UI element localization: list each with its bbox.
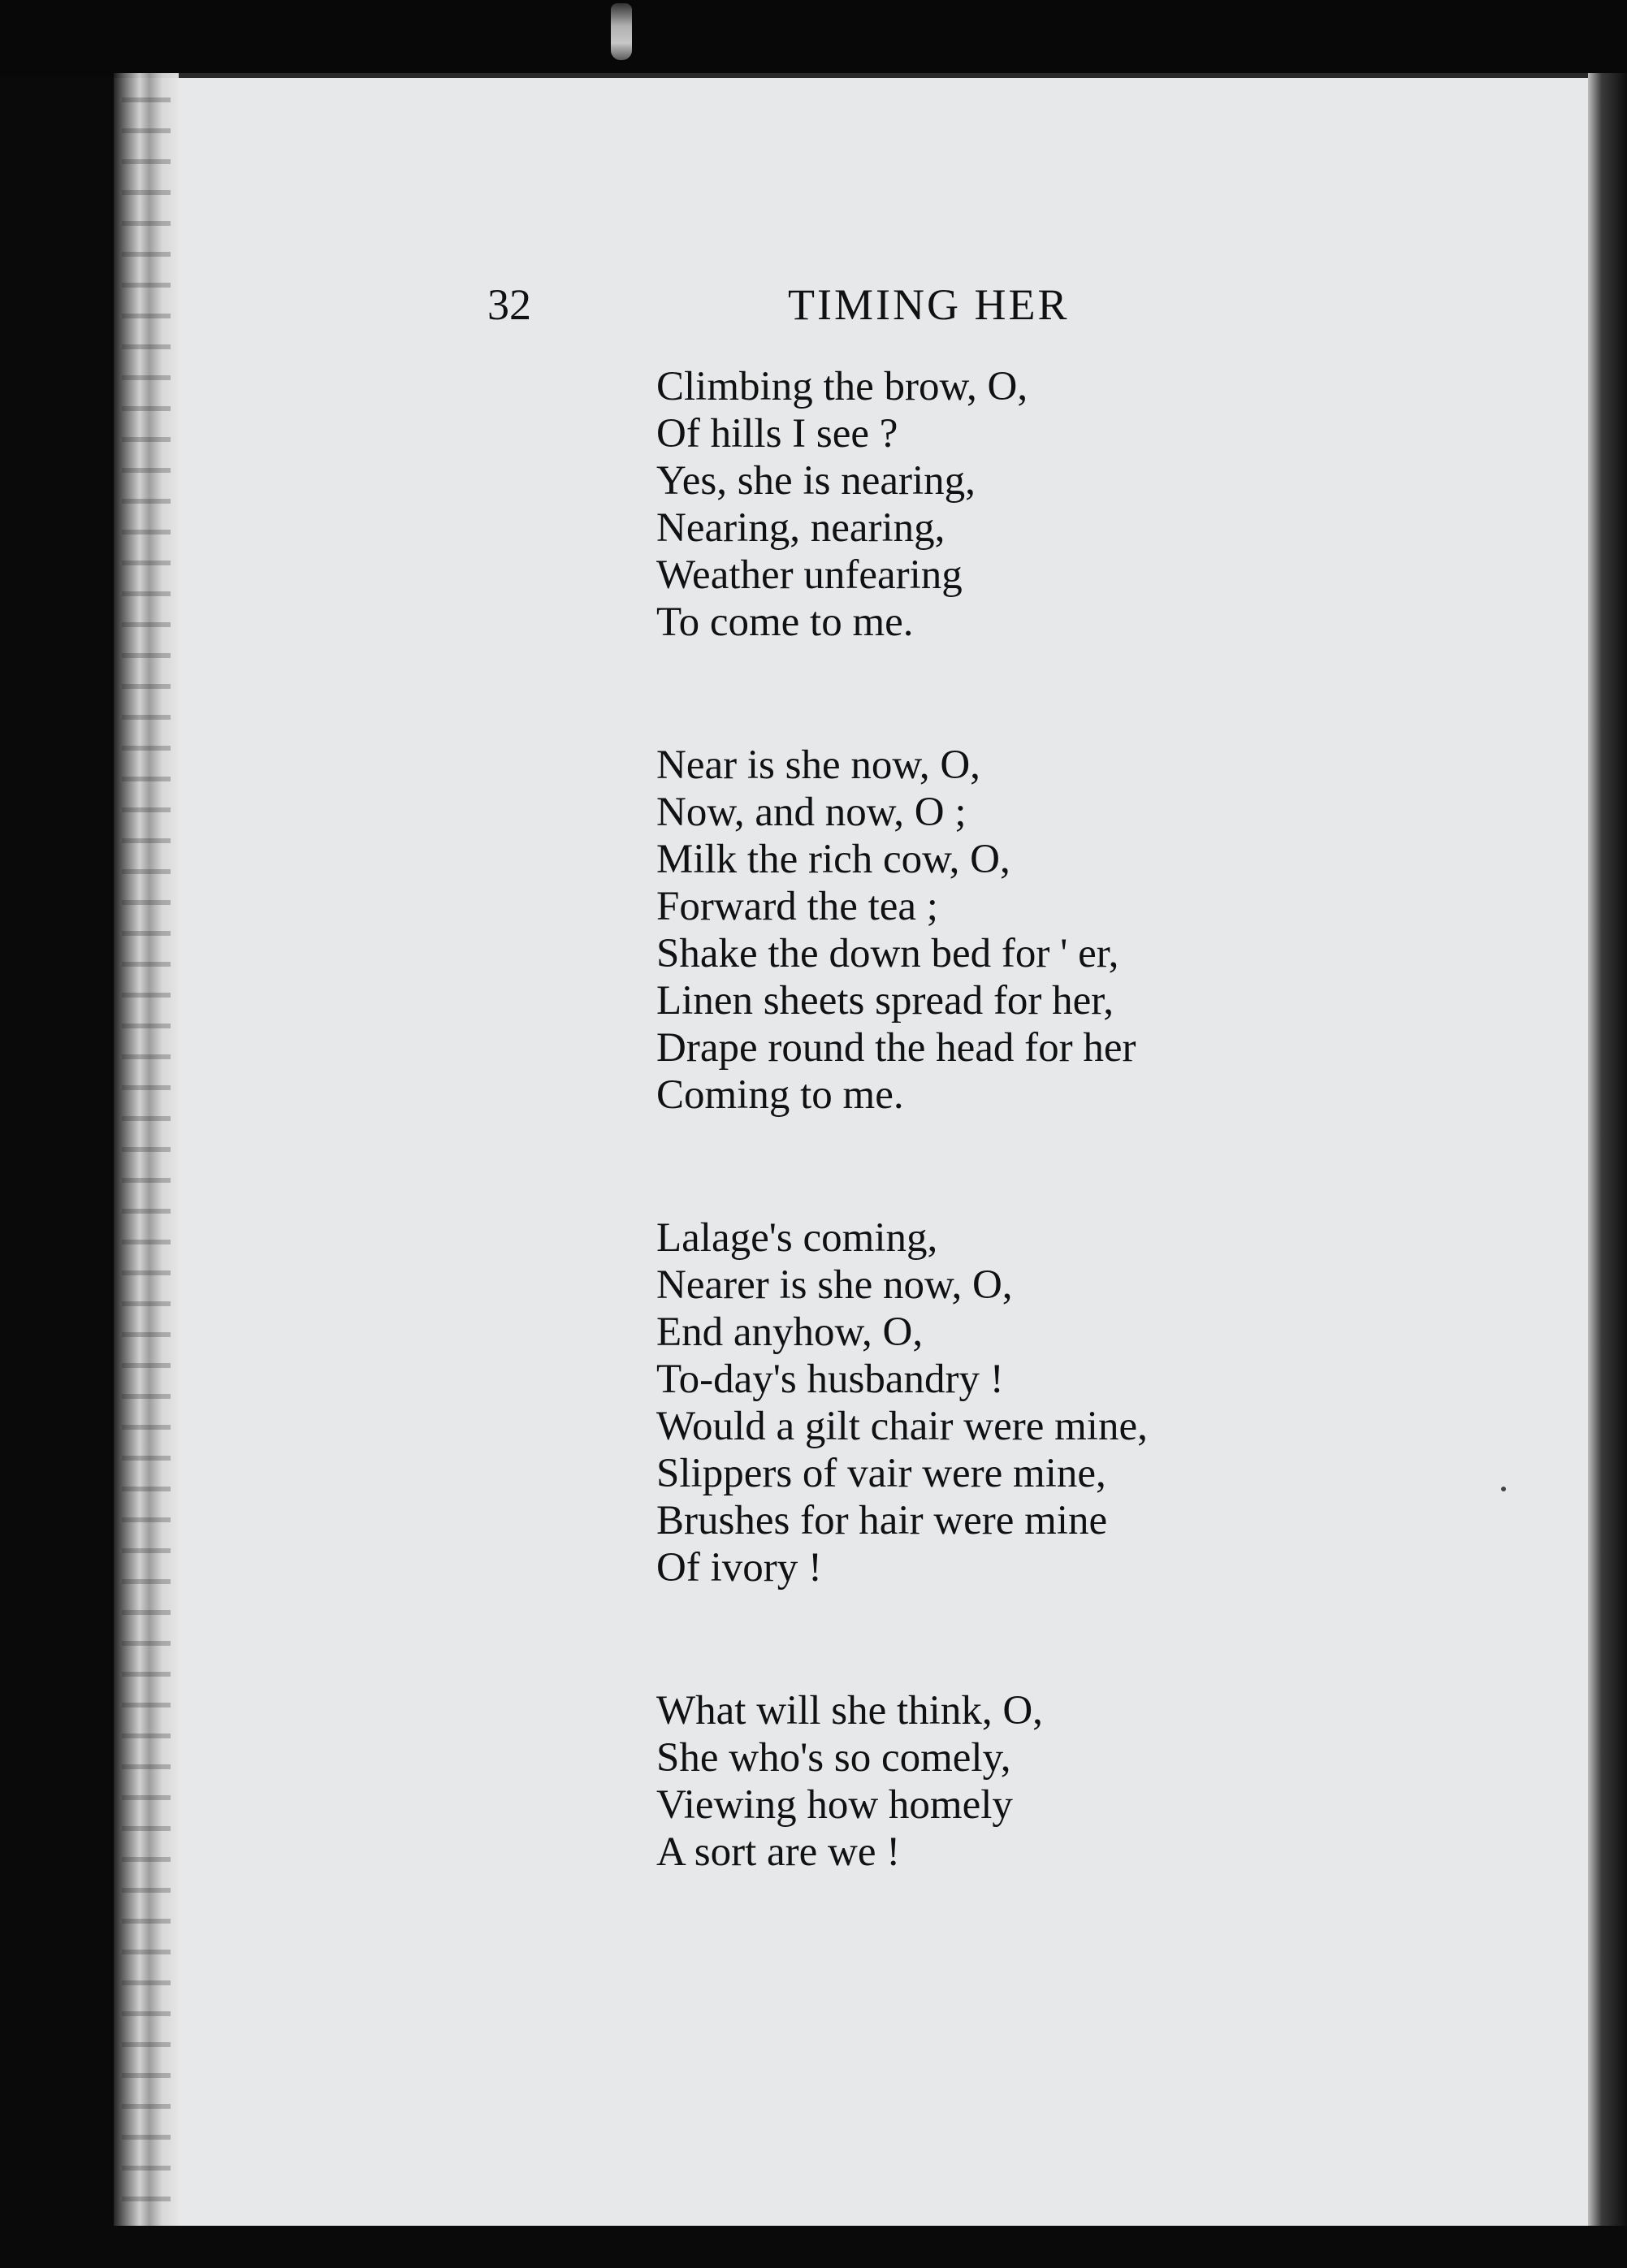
page-number: 32 [487, 280, 531, 329]
poem-line: Nearer is she now, O, [656, 1262, 1013, 1308]
poem-line: Linen sheets spread for her, [656, 978, 1114, 1024]
paper-speck [1501, 1487, 1506, 1491]
poem-line: Forward the tea ; [656, 884, 938, 929]
gutter-shadow [122, 97, 171, 2210]
poem-line: To-day's husbandry ! [656, 1357, 1004, 1402]
running-head [487, 276, 1218, 333]
scan-top-border [0, 0, 1627, 77]
poem-line: Lalage's coming, [656, 1215, 938, 1261]
poem-line: Shake the down bed for ' er, [656, 931, 1119, 976]
stanza-4 [656, 1687, 1469, 1876]
poem-line: Coming to me. [656, 1072, 904, 1118]
stanza-3 [656, 1214, 1469, 1591]
scan-right-border [1588, 73, 1627, 2266]
stanza-1 [656, 363, 1469, 646]
poem-line: To come to me. [656, 599, 914, 645]
running-title: TIMING HER [788, 280, 1070, 329]
scan-bottom-border [0, 2226, 1627, 2268]
poem-line: Milk the rich cow, O, [656, 837, 1010, 882]
poem-line: What will she think, O, [656, 1688, 1043, 1733]
poem-line: Slippers of vair were mine, [656, 1451, 1106, 1496]
scan-mark [611, 3, 632, 60]
poem-line: Would a gilt chair were mine, [656, 1404, 1148, 1449]
stanza-2 [656, 742, 1469, 1119]
poem-body [656, 363, 1469, 1876]
poem-line: Near is she now, O, [656, 742, 980, 788]
poem-line: She who's so comely, [656, 1735, 1011, 1781]
poem-line: Yes, she is nearing, [656, 458, 976, 504]
poem-line: Nearing, nearing, [656, 505, 945, 551]
poem-line: End anyhow, O, [656, 1309, 924, 1355]
poem-line: Brushes for hair were mine [656, 1498, 1108, 1543]
poem-line: Of hills I see ? [656, 411, 898, 457]
poem-line: Now, and now, O ; [656, 790, 967, 835]
poem-line: Of ivory ! [656, 1545, 822, 1591]
poem-line: Viewing how homely [656, 1782, 1013, 1828]
poem-line: Weather unfearing [656, 552, 963, 598]
poem-line: Climbing the brow, O, [656, 364, 1028, 409]
poem-line: Drape round the head for her [656, 1025, 1136, 1071]
poem-line: A sort are we ! [656, 1829, 901, 1875]
